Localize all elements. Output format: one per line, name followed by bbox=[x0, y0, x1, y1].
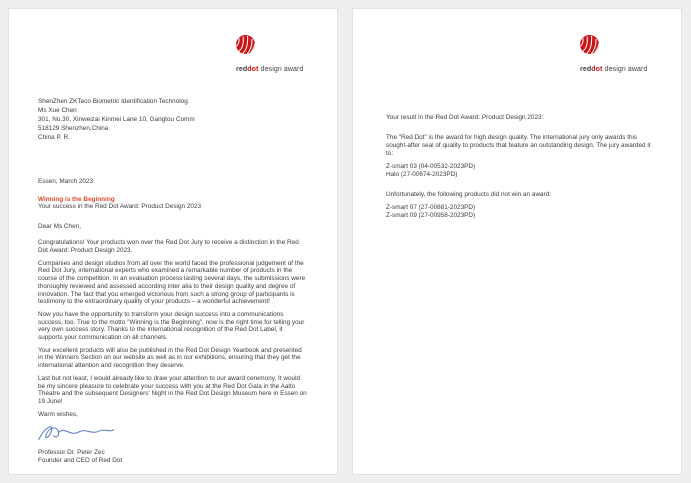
reddot-sphere-icon bbox=[236, 35, 255, 54]
letter-paragraph: Companies and design studios from all over the world faced the professional judgement of the Red Dot Jury, international experts who examined a remarkable number of products in the course of the competition. In an evaluation process lasting several days, the submissions were thoroughly reviewed and assessed according inter alia to their design quality and degree of innovation. The fact that you emerged victorious from such a strong group of participants is testimony to the extraordinary quality of your products – a wonderful achievement! bbox=[38, 259, 306, 306]
reddot-logotype bbox=[580, 66, 652, 73]
recipient-line: 301, No.30, Xinweizai Kinmei Lane 10, Gangtou Comm bbox=[38, 116, 195, 123]
winning-products-list bbox=[386, 163, 658, 178]
lost-products-intro: Unfortunately, the following products did not win an award: bbox=[386, 191, 552, 199]
signature-image bbox=[36, 421, 116, 447]
letter-paragraph: Your excellent products will also be published in the Red Dot Design Yearbook and presented in the Winners Section on our website as well as in our exhibitions, ensuring that they get the international attention and recognition they deserve. bbox=[38, 346, 302, 370]
logotype-dot: dot bbox=[247, 66, 259, 73]
reddot-sphere-icon bbox=[580, 35, 599, 54]
logotype-red: red bbox=[580, 66, 592, 73]
signer-title: Founder and CEO of Red Dot bbox=[38, 457, 123, 465]
result-intro: The "Red Dot" is the award for high design quality. The international jury only awards this sought-after seal of quality to products that feature an outstanding design. The jury awarded it to: bbox=[386, 134, 651, 157]
signer-name: Professor Dr. Peter Zec bbox=[38, 449, 105, 457]
recipient-address-block bbox=[38, 97, 195, 142]
logotype-rest: design award bbox=[260, 66, 304, 73]
letter-paragraph: Now you have the opportunity to transform your design success into a communications success, too. True to the motto "Winning is the Beginning", now is the right time for telling your very own success story. Thanks to the international recognition of the Red Dot Label, it supports your communication on all channels. bbox=[38, 310, 305, 342]
reddot-logo bbox=[580, 35, 652, 73]
recipient-line: ShenZhen ZKTeco Biometric Identification Technolog bbox=[38, 98, 188, 105]
letter-subheadline: Your success in the Red Dot Award: Product Design 2023 bbox=[38, 203, 202, 211]
letter-headline: Winning is the Beginning bbox=[38, 195, 115, 203]
closing-line: Warm wishes, bbox=[38, 410, 78, 418]
winning-product: Z-smart 03 (04-00532-2023PD) bbox=[386, 162, 476, 170]
recipient-line: China P. R. bbox=[38, 134, 70, 141]
lost-product: Z-smart 07 (27-00881-2023PD) bbox=[386, 203, 476, 211]
dateline: Essen, March 2023 bbox=[38, 178, 94, 185]
logotype-dot: dot bbox=[591, 66, 603, 73]
lost-product: Z-smart 09 (27-00958-2023PD) bbox=[386, 211, 476, 219]
letter-paragraph: Congratulations! Your products won over the Red Dot Jury to receive a distinction in the Red Dot Award: Product Design 2023. bbox=[38, 239, 299, 255]
reddot-logotype bbox=[236, 66, 308, 73]
result-body bbox=[386, 114, 658, 219]
logotype-rest: design award bbox=[604, 66, 648, 73]
recipient-line: Ms Xue Chen bbox=[38, 107, 77, 114]
letter-page-1 bbox=[8, 8, 338, 475]
winning-product: Halo (27-00674-2023PD) bbox=[386, 170, 458, 178]
letter-page-2 bbox=[352, 8, 682, 475]
result-heading: Your result in the Red Dot Award: Product Design 2023: bbox=[386, 114, 544, 121]
letter-paragraph: Last but not least, I would already like to draw your attention to our award ceremony. It would be my sincere pleasure to celebrate your success with you at the Red Dot Gala in the Aalto Theatre and the subsequent Designers' Night in the Red Dot Design Museum here in Essen on 19 June! bbox=[38, 374, 307, 405]
lost-products-list bbox=[386, 204, 658, 219]
letter-body bbox=[38, 178, 308, 465]
logotype-red: red bbox=[236, 66, 248, 73]
salutation: Dear Ms Chen, bbox=[38, 222, 81, 230]
recipient-line: 518129 Shenzhen,China bbox=[38, 125, 109, 132]
reddot-logo bbox=[236, 35, 308, 73]
